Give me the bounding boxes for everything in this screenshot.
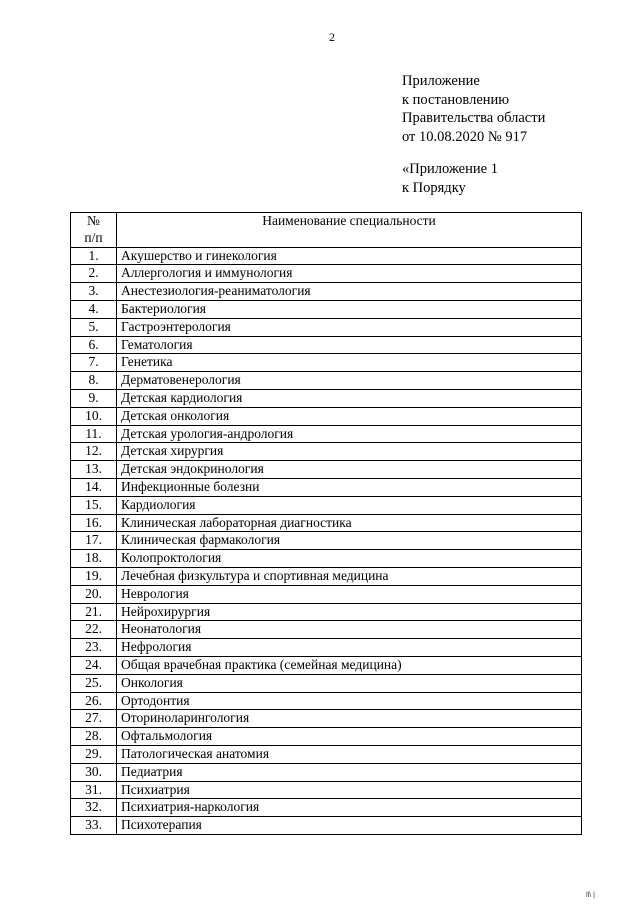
table-row: [71, 728, 582, 746]
table-row: [71, 656, 582, 674]
table-row: [71, 389, 582, 407]
specialty-name: Психотерапия: [117, 817, 582, 835]
appendix-date-number: от 10.08.2020 № 917: [402, 128, 528, 145]
row-number: 24.: [71, 656, 117, 674]
appendix-header: [402, 72, 545, 146]
table-row: [71, 799, 582, 817]
row-number: 21.: [71, 603, 117, 621]
specialty-name: Аллергология и иммунология: [117, 265, 582, 283]
table-row: [71, 407, 582, 425]
table-row: [71, 372, 582, 390]
table-row: [71, 532, 582, 550]
row-number: 3.: [71, 283, 117, 301]
table-header-row: [71, 213, 582, 248]
row-number: 12.: [71, 443, 117, 461]
table-row: [71, 550, 582, 568]
row-number: 28.: [71, 728, 117, 746]
row-number: 9.: [71, 389, 117, 407]
row-number: 14.: [71, 478, 117, 496]
specialties-table: [70, 212, 582, 835]
row-number: 10.: [71, 407, 117, 425]
row-number: 8.: [71, 372, 117, 390]
table-body: [71, 247, 582, 834]
row-number: 29.: [71, 745, 117, 763]
row-number: 20.: [71, 585, 117, 603]
footer-mark: ll\ |: [586, 892, 595, 899]
table-row: [71, 265, 582, 283]
specialty-name: Детская эндокринология: [117, 461, 582, 479]
table-row: [71, 817, 582, 835]
header-number-cell: [71, 213, 117, 248]
specialty-name: Педиатрия: [117, 763, 582, 781]
row-number: 26.: [71, 692, 117, 710]
row-number: 6.: [71, 336, 117, 354]
table-row: [71, 461, 582, 479]
specialty-name: Колопроктология: [117, 550, 582, 568]
row-number: 4.: [71, 300, 117, 318]
table-row: [71, 621, 582, 639]
specialty-name: Инфекционные болезни: [117, 478, 582, 496]
page-number: 2: [329, 30, 335, 44]
row-number: 1.: [71, 247, 117, 265]
specialty-name: Детская урология-андрология: [117, 425, 582, 443]
appendix-authority: Правительства области: [402, 110, 546, 126]
row-number: 32.: [71, 799, 117, 817]
table-row: [71, 336, 582, 354]
specialty-name: Общая врачебная практика (семейная медицина): [117, 656, 582, 674]
table-row: [71, 496, 582, 514]
specialty-name: Психиатрия-наркология: [117, 799, 582, 817]
specialty-name: Онкология: [117, 674, 582, 692]
appendix-ref-title: «Приложение 1: [402, 161, 498, 177]
specialty-name: Клиническая лабораторная диагностика: [117, 514, 582, 532]
specialty-name: Неврология: [117, 585, 582, 603]
table-row: [71, 283, 582, 301]
header-number-abbrev: п/п: [84, 229, 103, 245]
specialty-name: Дерматовенерология: [117, 372, 582, 390]
specialty-name: Нейрохирургия: [117, 603, 582, 621]
row-number: 30.: [71, 763, 117, 781]
row-number: 19.: [71, 567, 117, 585]
table-row: [71, 514, 582, 532]
row-number: 23.: [71, 639, 117, 657]
table-row: [71, 443, 582, 461]
row-number: 31.: [71, 781, 117, 799]
row-number: 11.: [71, 425, 117, 443]
specialty-name: Гематология: [117, 336, 582, 354]
specialty-name: Оториноларингология: [117, 710, 582, 728]
table-row: [71, 585, 582, 603]
row-number: 13.: [71, 461, 117, 479]
table-row: [71, 425, 582, 443]
specialty-name: Анестезиология-реаниматология: [117, 283, 582, 301]
table-row: [71, 674, 582, 692]
specialty-name: Офтальмология: [117, 728, 582, 746]
specialty-name: Кардиология: [117, 496, 582, 514]
row-number: 22.: [71, 621, 117, 639]
specialty-name: Детская онкология: [117, 407, 582, 425]
specialty-name: Патологическая анатомия: [117, 745, 582, 763]
table-row: [71, 603, 582, 621]
specialty-name: Клиническая фармакология: [117, 532, 582, 550]
row-number: 33.: [71, 817, 117, 835]
specialty-name: Неонатология: [117, 621, 582, 639]
specialty-name: Ортодонтия: [117, 692, 582, 710]
table-row: [71, 781, 582, 799]
table-row: [71, 300, 582, 318]
row-number: 15.: [71, 496, 117, 514]
table-row: [71, 247, 582, 265]
row-number: 2.: [71, 265, 117, 283]
table-row: [71, 567, 582, 585]
table-row: [71, 478, 582, 496]
row-number: 27.: [71, 710, 117, 728]
appendix-title: Приложение: [402, 73, 480, 89]
header-number-symbol: №: [87, 213, 100, 228]
appendix-resolution-label: к постановлению: [402, 91, 510, 108]
specialty-name: Бактериология: [117, 300, 582, 318]
table-row: [71, 745, 582, 763]
specialty-name: Лечебная физкультура и спортивная медицина: [117, 567, 582, 585]
specialty-name: Генетика: [117, 354, 582, 372]
header-name-cell: Наименование специальности: [117, 213, 582, 248]
table-row: [71, 710, 582, 728]
appendix-ref-order: к Порядку: [402, 179, 466, 196]
specialty-name: Детская кардиология: [117, 389, 582, 407]
table-row: [71, 354, 582, 372]
row-number: 18.: [71, 550, 117, 568]
table-row: [71, 639, 582, 657]
table-row: [71, 763, 582, 781]
specialty-name: Психиатрия: [117, 781, 582, 799]
row-number: 25.: [71, 674, 117, 692]
row-number: 5.: [71, 318, 117, 336]
specialty-name: Акушерство и гинекология: [117, 247, 582, 265]
table-row: [71, 318, 582, 336]
specialty-name: Гастроэнтерология: [117, 318, 582, 336]
table-row: [71, 692, 582, 710]
row-number: 16.: [71, 514, 117, 532]
specialty-name: Нефрология: [117, 639, 582, 657]
specialty-name: Детская хирургия: [117, 443, 582, 461]
row-number: 7.: [71, 354, 117, 372]
appendix-reference: [402, 160, 498, 197]
row-number: 17.: [71, 532, 117, 550]
